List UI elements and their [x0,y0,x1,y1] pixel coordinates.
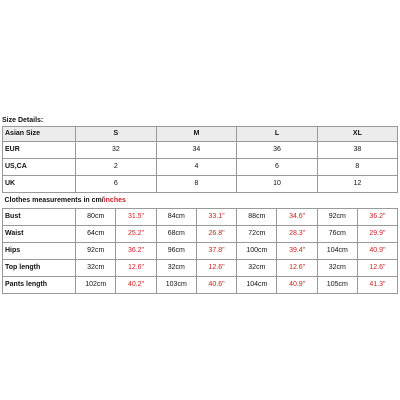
size-value: 2 [76,159,157,176]
inch-value: 29.9" [357,226,397,243]
cm-value: 76cm [317,226,357,243]
cm-value: 96cm [156,243,196,260]
row-label: Top length [3,260,76,277]
size-s-header: S [76,127,157,142]
cm-value: 92cm [317,209,357,226]
size-value: 34 [156,142,237,159]
inch-value: 33.1" [196,209,236,226]
size-value: 8 [156,176,237,193]
inch-value: 39.4" [277,243,317,260]
section-heading-row [3,193,398,209]
inch-value: 40.9" [357,243,397,260]
inch-value: 36.2" [357,209,397,226]
inch-value: 31.5" [116,209,156,226]
cm-value: 64cm [76,226,116,243]
size-row-uk [3,176,398,193]
inch-value: 36.2" [116,243,156,260]
cm-value: 105cm [317,277,357,294]
size-xl-header: XL [317,127,397,142]
row-label: Hips [3,243,76,260]
section-heading-prefix: Clothes measurements in cm/ [4,196,104,204]
inch-value: 40.9" [277,277,317,294]
cm-value: 104cm [317,243,357,260]
size-m-header: M [156,127,237,142]
size-header-row [3,127,398,142]
cm-value: 103cm [156,277,196,294]
measure-row-bust [3,209,398,226]
cm-value: 100cm [237,243,277,260]
inch-value: 12.6" [116,260,156,277]
cm-value: 88cm [237,209,277,226]
row-label: EUR [3,142,76,159]
size-l-header: L [237,127,318,142]
cm-value: 32cm [237,260,277,277]
measure-row-pants-length [3,277,398,294]
measure-row-waist [3,226,398,243]
size-value: 36 [237,142,318,159]
measure-row-hips [3,243,398,260]
cm-value: 68cm [156,226,196,243]
size-value: 8 [317,159,397,176]
size-value: 12 [317,176,397,193]
page-title: Size Details: [2,117,44,124]
inch-value: 34.6" [277,209,317,226]
header-label: Asian Size [3,127,76,142]
cm-value: 104cm [237,277,277,294]
inch-value: 12.6" [357,260,397,277]
inch-value: 12.6" [277,260,317,277]
cm-value: 72cm [237,226,277,243]
cm-value: 102cm [76,277,116,294]
size-row-eur [3,142,398,159]
row-label: US,CA [3,159,76,176]
cm-value: 32cm [76,260,116,277]
inch-value: 28.3" [277,226,317,243]
cm-value: 32cm [317,260,357,277]
inch-value: 40.6" [196,277,236,294]
size-value: 6 [76,176,157,193]
cm-value: 92cm [76,243,116,260]
section-heading-highlight: inches [103,196,126,204]
inch-value: 37.8" [196,243,236,260]
size-value: 6 [237,159,318,176]
size-value: 4 [156,159,237,176]
section-heading [3,193,398,209]
row-label: Pants length [3,277,76,294]
cm-value: 80cm [76,209,116,226]
inch-value: 41.3" [357,277,397,294]
cm-value: 84cm [156,209,196,226]
measure-row-top-length [3,260,398,277]
size-value: 32 [76,142,157,159]
size-value: 38 [317,142,397,159]
size-value: 10 [237,176,318,193]
inch-value: 25.2" [116,226,156,243]
row-label: UK [3,176,76,193]
cm-value: 32cm [156,260,196,277]
inch-value: 12.6" [196,260,236,277]
inch-value: 26.8" [196,226,236,243]
row-label: Bust [3,209,76,226]
row-label: Waist [3,226,76,243]
size-chart-table [2,126,398,294]
inch-value: 40.2" [116,277,156,294]
size-row-us-ca [3,159,398,176]
